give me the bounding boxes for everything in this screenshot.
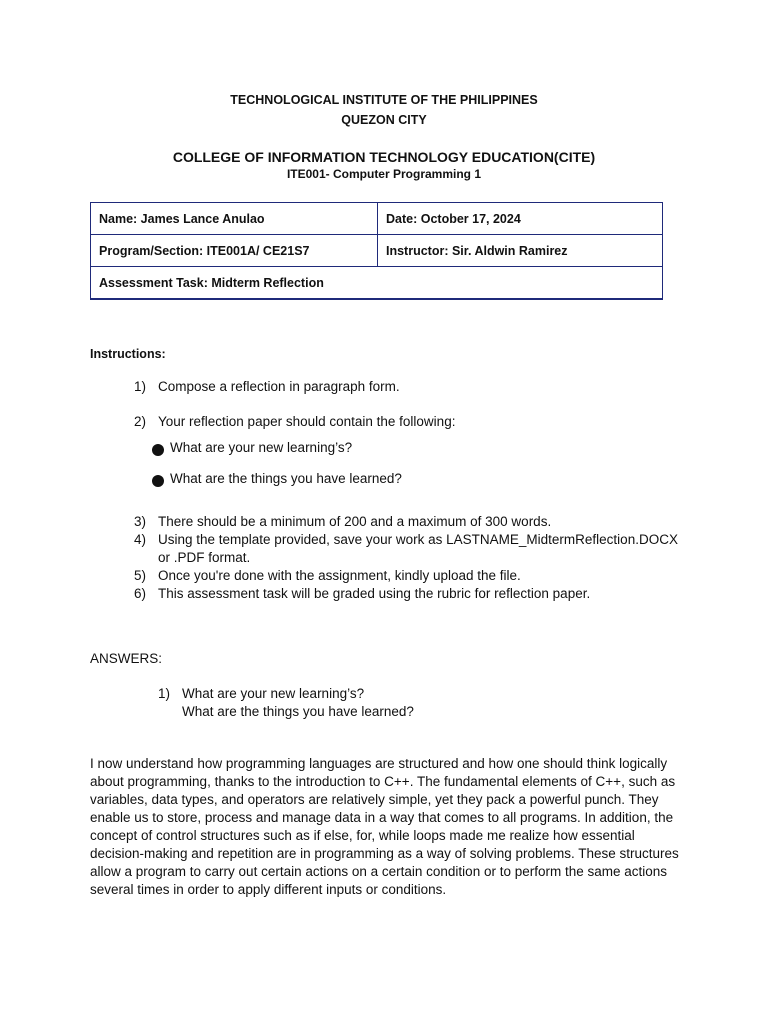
bullet-dot-icon	[152, 444, 164, 456]
instruction-number: 4)	[134, 532, 147, 547]
instruction-text: There should be a minimum of 200 and a maximum of 300 words.	[158, 514, 552, 529]
instruction-text: This assessment task will be graded using the rubric for reflection paper.	[158, 586, 591, 601]
question-number: 1)	[158, 686, 171, 701]
question-line-2: What are the things you have learned?	[182, 704, 414, 719]
course-title: ITE001- Computer Programming 1	[286, 167, 482, 181]
instructor-cell: Instructor: Sir. Aldwin Ramirez	[378, 235, 663, 267]
bullet-text: What are the things you have learned?	[170, 471, 402, 486]
instruction-text: Compose a reflection in paragraph form.	[158, 379, 400, 394]
program-section-cell: Program/Section: ITE001A/ CE21S7	[91, 235, 378, 267]
student-name-cell: Name: James Lance Anulao	[91, 203, 378, 235]
instruction-text: Using the template provided, save your work as LASTNAME_MidtermReflection.DOCX	[158, 532, 678, 547]
question-line-1: What are your new learning’s?	[182, 686, 365, 701]
instruction-number: 5)	[134, 568, 147, 583]
instruction-number: 1)	[134, 379, 147, 394]
assessment-task-cell: Assessment Task: Midterm Reflection	[91, 267, 663, 300]
date-cell: Date: October 17, 2024	[378, 203, 663, 235]
college-name: COLLEGE OF INFORMATION TECHNOLOGY EDUCATION(CITE)	[172, 149, 596, 165]
institution-name: TECHNOLOGICAL INSTITUTE OF THE PHILIPPINES	[230, 93, 538, 107]
instruction-text: Once you're done with the assignment, kindly upload the file.	[158, 568, 521, 583]
instruction-text: Your reflection paper should contain the following:	[158, 414, 456, 429]
instruction-number: 3)	[134, 514, 147, 529]
instruction-number: 6)	[134, 586, 147, 601]
instruction-text: or .PDF format.	[158, 550, 251, 565]
reflection-paragraph: I now understand how programming languages are structured and how one should think logically about programming, thanks to the introduction to C++. The fundamental elements of C++, such as variables, data types, and operators are relatively simple, yet they pack a powerful punch. They enable us to store, process and manage data in a way that comes to all programs. In addition, the concept of control structures such as if else, for, while loops made me realize how essential decision-making and repetition are in programming as a way of solving problems. These structures allow a program to carry out certain actions on a certain condition or to perform the same actions several times in order to apply different inputs or conditions.	[90, 756, 679, 897]
instruction-number: 2)	[134, 414, 147, 429]
student-info-table	[90, 202, 663, 300]
instructions-heading: Instructions:	[90, 347, 166, 361]
answers-heading: ANSWERS:	[90, 651, 163, 666]
bullet-text: What are your new learning’s?	[170, 440, 353, 455]
institution-city: QUEZON CITY	[341, 113, 427, 127]
bullet-dot-icon	[152, 475, 164, 487]
